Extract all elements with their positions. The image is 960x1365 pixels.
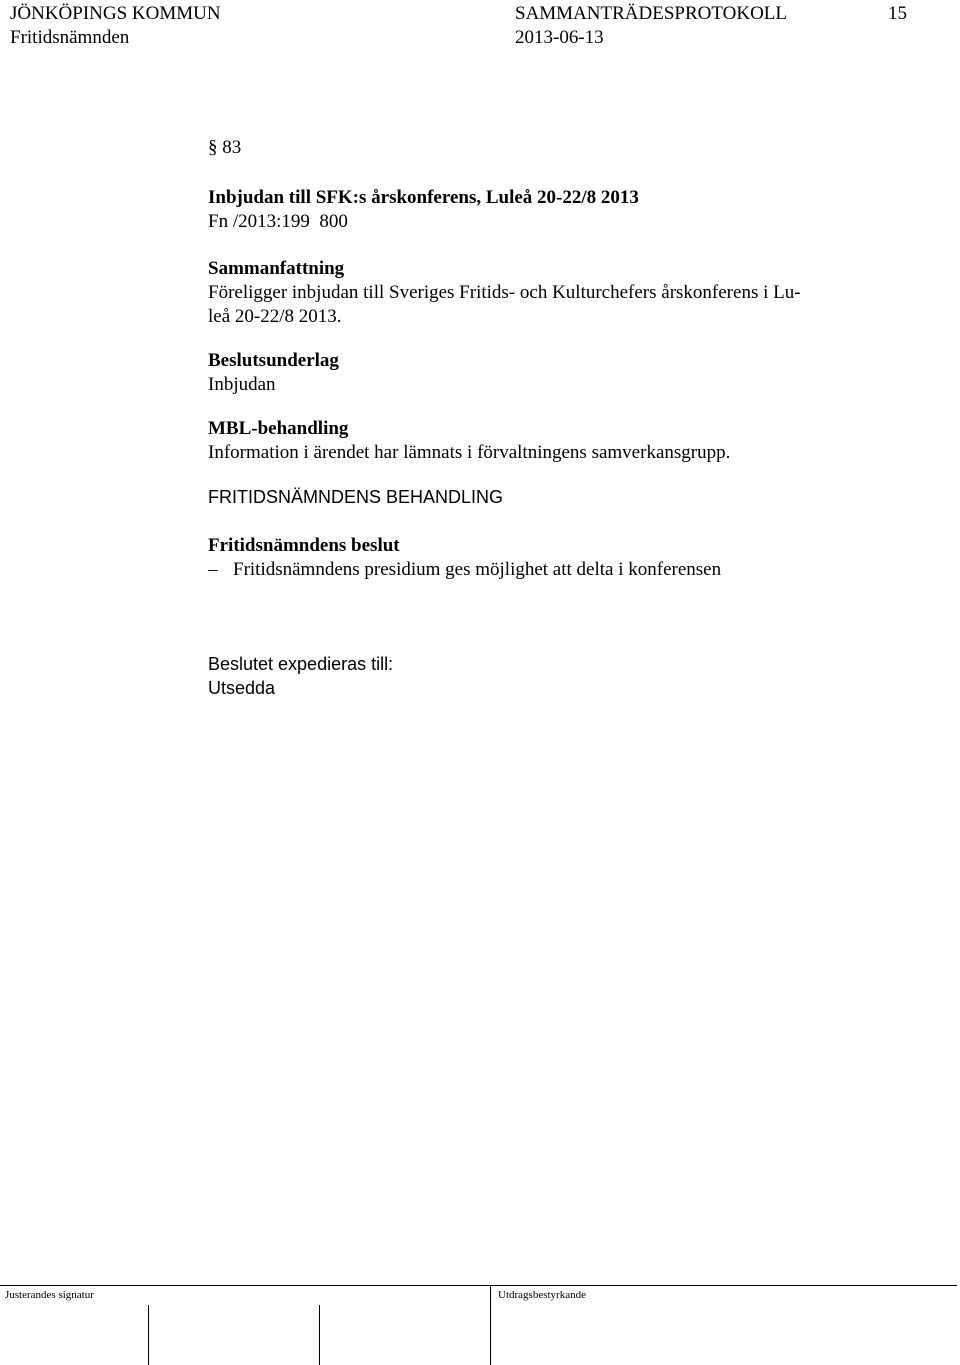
- certified-label: Utdragsbestyrkande: [498, 1289, 586, 1301]
- section-number-value: 83: [222, 137, 242, 158]
- summary-line-1: Föreligger inbjudan till Sveriges Fritids- och Kulturchefers årskonferens i Lu-: [208, 282, 801, 303]
- organization-name: JÖNKÖPINGS KOMMUN: [10, 3, 221, 24]
- committee-handling-heading: FRITIDSNÄMNDENS BEHANDLING: [208, 487, 504, 507]
- section-title: Inbjudan till SFK:s årskonferens, Luleå 20-22/8 2013: [208, 187, 639, 208]
- mbl-text: Information i ärendet har lämnats i förvaltningens samverkansgrupp.: [208, 442, 731, 463]
- footer-rule-left: [0, 1285, 490, 1286]
- decision-basis-heading: Beslutsunderlag: [208, 350, 339, 371]
- summary-line-2: leå 20-22/8 2013.: [208, 306, 342, 327]
- meeting-date: 2013-06-13: [515, 27, 604, 48]
- footer-rule-right: [491, 1285, 957, 1286]
- signature-box-divider-3: [490, 1285, 491, 1365]
- committee-name: Fritidsnämnden: [10, 27, 130, 48]
- case-number: Fn /2013:199 800: [208, 211, 348, 232]
- section-number: [208, 136, 241, 160]
- decision-basis-text: Inbjudan: [208, 374, 276, 395]
- paragraph-symbol: §: [208, 137, 218, 158]
- signature-box-divider-2: [319, 1305, 320, 1365]
- signature-box-divider-1: [148, 1305, 149, 1365]
- signature-label: Justerandes signatur: [5, 1289, 94, 1301]
- mbl-heading: MBL-behandling: [208, 418, 349, 439]
- summary-heading: Sammanfattning: [208, 258, 345, 279]
- dispatch-heading: Beslutet expedieras till:: [208, 654, 394, 674]
- page-number: 15: [888, 3, 907, 24]
- decision-dash: –: [208, 559, 218, 580]
- protocol-title: SAMMANTRÄDESPROTOKOLL: [515, 3, 788, 24]
- decision-item: Fritidsnämndens presidium ges möjlighet att delta i konferensen: [233, 559, 722, 580]
- dispatch-recipient: Utsedda: [208, 678, 276, 698]
- decision-heading: Fritidsnämndens beslut: [208, 535, 400, 556]
